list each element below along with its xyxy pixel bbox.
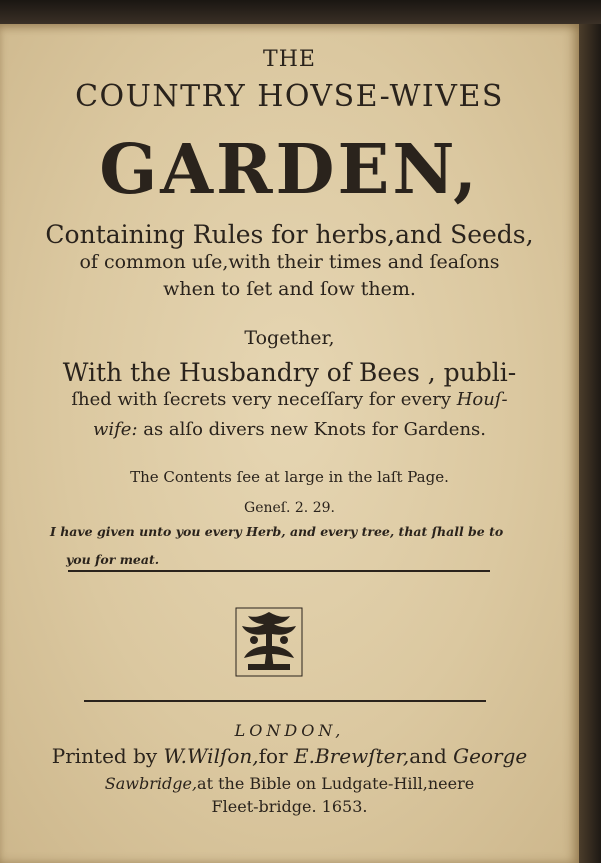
imprint-printed-by: Printed by	[51, 744, 164, 768]
title-garden: GARDEN,	[99, 130, 480, 210]
rule-bottom	[84, 700, 486, 702]
imprint-printer-name: W.Wilſon,	[163, 744, 259, 768]
imprint-address: at the Bible on Ludgate-Hill,neere	[197, 774, 475, 793]
together-line-3	[0, 389, 579, 410]
together-line-4-roman: as alſo divers new Knots for Gardens.	[137, 419, 487, 440]
scripture-line-1: I have given unto you every Herb, and every tree, that ſhall be to	[50, 524, 504, 539]
together-line-4-italic: wife:	[92, 419, 138, 440]
title-the: THE	[263, 47, 316, 72]
imprint-bookseller-1: E.Brewſter,	[294, 744, 410, 768]
imprint-line-1	[0, 744, 579, 768]
together-heading: Together,	[244, 327, 335, 349]
imprint-date: Fleet-bridge. 1653.	[211, 797, 368, 816]
subtitle-line-2: of common uſe,with their times and ſeaſons	[79, 251, 500, 273]
imprint-bookseller-2-first: George	[453, 744, 528, 768]
title-page	[0, 24, 579, 863]
subtitle-line-1: Containing Rules for herbs,and Seeds,	[45, 220, 534, 249]
imprint-city: LONDON,	[234, 721, 345, 740]
rule-top	[68, 570, 490, 572]
scripture-reference: Geneſ. 2. 29.	[244, 500, 335, 516]
together-line-3-roman: ſhed with ſecrets very neceſſary for every	[71, 389, 457, 410]
together-line-3-italic: Houſ-	[456, 389, 508, 410]
imprint-line-2	[0, 774, 579, 793]
subtitle-line-3: when to ſet and ſow them.	[163, 278, 416, 300]
contents-note: The Contents ſee at large in the laſt Page.	[130, 468, 449, 486]
scripture-line-2: you for meat.	[66, 552, 160, 567]
imprint-and: and	[409, 744, 454, 768]
together-line-2: With the Husbandry of Bees , publi-	[62, 358, 517, 387]
scan-right-border	[579, 24, 601, 863]
title-country-housewives: COUNTRY HOVSE-WIVES	[75, 79, 504, 114]
imprint-for: for	[258, 744, 295, 768]
together-line-4	[0, 419, 579, 440]
scan-top-border	[0, 0, 601, 24]
imprint-bookseller-2-last: Sawbridge,	[104, 774, 198, 793]
fleuron-ornament-icon	[234, 606, 304, 678]
